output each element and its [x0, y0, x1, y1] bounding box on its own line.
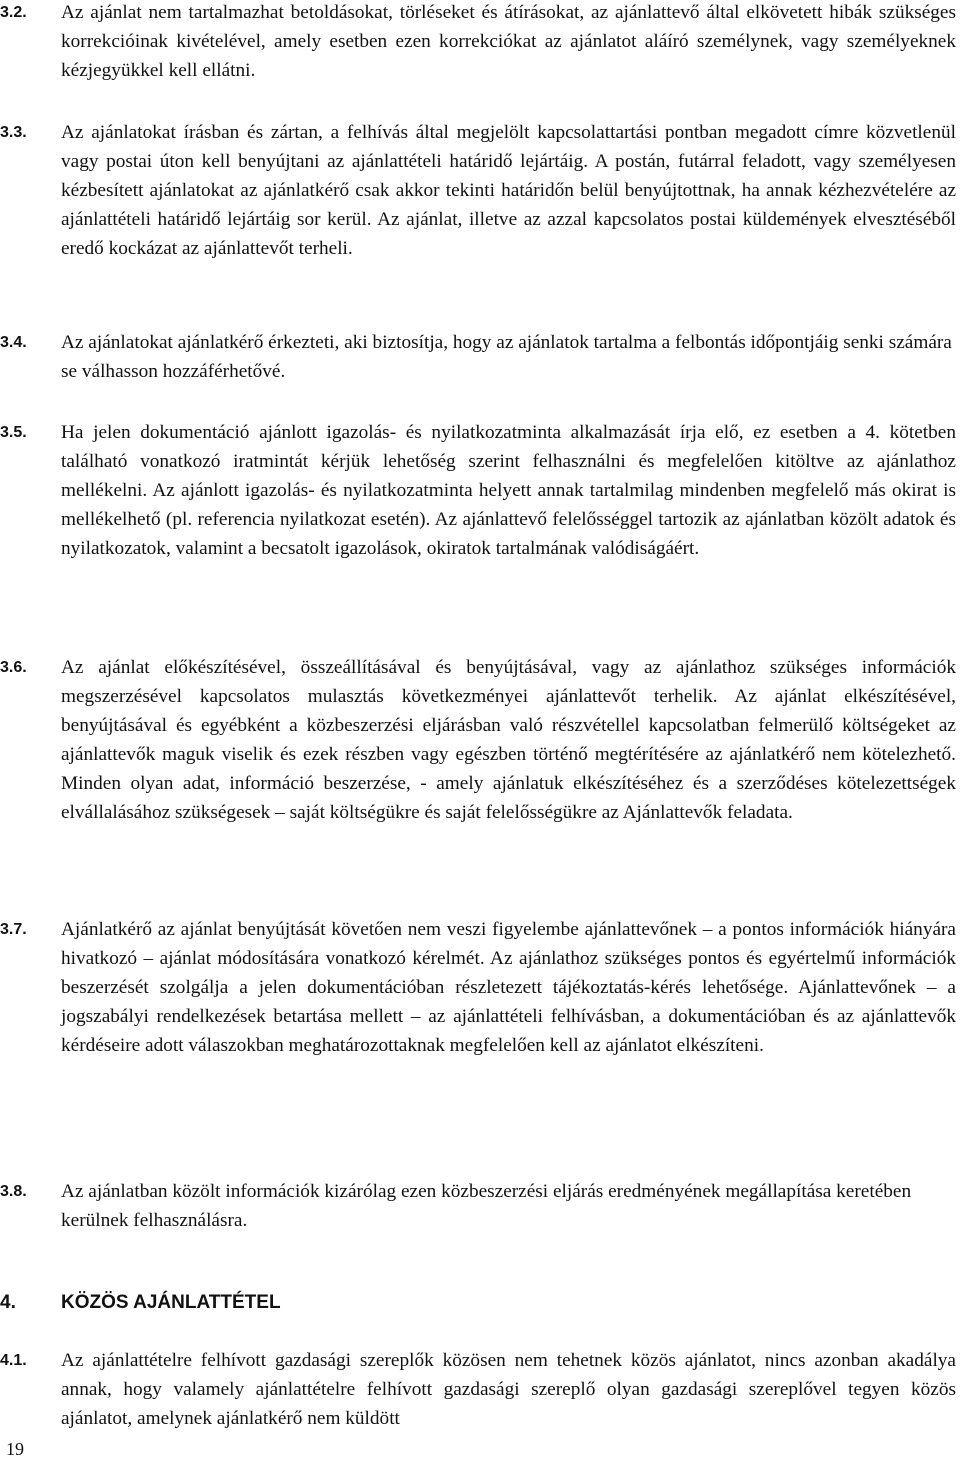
section-number: 4.1.: [0, 1352, 27, 1369]
section-text: Az ajánlat nem tartalmazhat betoldásokat, törléseket és átírásokat, az ajánlattevő által elkövetett hibák szükséges korrekcióinak kivételével, amely esetben ezen korrekciókat az ajánlatot aláíró személynek, vagy személyeknek kézjegyükkel kell ellátni.: [61, 2, 956, 81]
page-number: 19: [6, 1439, 24, 1459]
section-text: Az ajánlatokat ajánlatkérő érkezteti, aki biztosítja, hogy az ajánlatok tartalma a felbontás időpontjáig senki számára se válhasson hozzáférhetővé.: [61, 332, 952, 382]
section-text: Az ajánlatban közölt információk kizárólag ezen közbeszerzési eljárás eredményének megállapítása keretében kerülnek felhasználásra.: [61, 1181, 912, 1231]
heading-number: 4.: [0, 1292, 16, 1313]
section-text: Ha jelen dokumentáció ajánlott igazolás- és nyilatkozatminta alkalmazását írja elő, ez esetben a 4. kötetben található vonatkozó iratmintát kérjük lehetőség szerint felhasználni és megfelelően kitöltve az ajánlathoz mellékelni. Az ajánlott igazolás- és nyilatkozatminta helyett annak tartalmilag mindenben megfelelő más okirat is mellékelhető (pl. referencia nyilatkozat esetén). Az ajánlattevő felelősséggel tartozik az ajánlatban közölt adatok és nyilatkozatok, valamint a becsatolt igazolások, okiratok tartalmának valódiságáért.: [61, 422, 956, 559]
heading-title: KÖZÖS AJÁNLATTÉTEL: [61, 1292, 281, 1313]
section-number: 3.6.: [0, 659, 27, 676]
section-text: Ajánlatkérő az ajánlat benyújtását követően nem veszi figyelembe ajánlattevőnek – a pontos információk hiányára hivatkozó – ajánlat módosítására vonatkozó kérelmét. Az ajánlathoz szükséges pontos és egyértelmű információk beszerzését szolgálja a jelen dokumentációban részletezett tájékoztatás-kérés lehetősége. Ajánlattevőnek – a jogszabályi rendelkezések betartása mellett – az ajánlattételi felhívásban, a dokumentációban és az ajánlattevők kérdéseire adott válaszokban meghatározottaknak megfelelően kell az ajánlatot elkészíteni.: [61, 919, 956, 1056]
section-number: 3.7.: [0, 921, 27, 938]
section-text: Az ajánlattételre felhívott gazdasági szereplők közösen nem tehetnek közös ajánlatot, nincs azonban akadálya annak, hogy valamely ajánlattételre felhívott gazdasági szereplő olyan gazdasági szereplővel tegyen közös ajánlatot, amelynek ajánlatkérő nem küldött: [61, 1350, 956, 1429]
section-text: Az ajánlatokat írásban és zártan, a felhívás által megjelölt kapcsolattartási pontban megadott címre közvetlenül vagy postai úton kell benyújtani az ajánlattételi határidő lejártáig. A postán, futárral feladott, vagy személyesen kézbesített ajánlatokat az ajánlatkérő csak akkor tekinti határidőn belül benyújtottnak, ha annak kézhezvételére az ajánlattételi határidő lejártáig sor kerül. Az ajánlat, illetve az azzal kapcsolatos postai küldemények elvesztéséből eredő kockázat az ajánlattevőt terheli.: [61, 122, 956, 259]
section-text: Az ajánlat előkészítésével, összeállításával és benyújtásával, vagy az ajánlathoz szükséges információk megszerzésével kapcsolatos mulasztás következményei ajánlattevőt terhelik. Az ajánlat elkészítésével, benyújtásával és egyébként a közbeszerzési eljárásban való részvétellel kapcsolatban felmerülő költségeket az ajánlattevők maguk viselik és ezek részben vagy egészben történő megtérítésére az ajánlatkérő nem kötelezhető. Minden olyan adat, információ beszerzése, - amely ajánlatuk elkészítéséhez és a szerződéses kötelezettségek elvállalásához szükségesek – saját költségükre és saját felelősségükre az Ajánlattevők feladata.: [61, 657, 956, 823]
section-number: 3.5.: [0, 424, 27, 441]
section-number: 3.3.: [0, 124, 27, 141]
section-number: 3.4.: [0, 334, 27, 351]
section-number: 3.2.: [0, 4, 27, 21]
section-number: 3.8.: [0, 1183, 27, 1200]
